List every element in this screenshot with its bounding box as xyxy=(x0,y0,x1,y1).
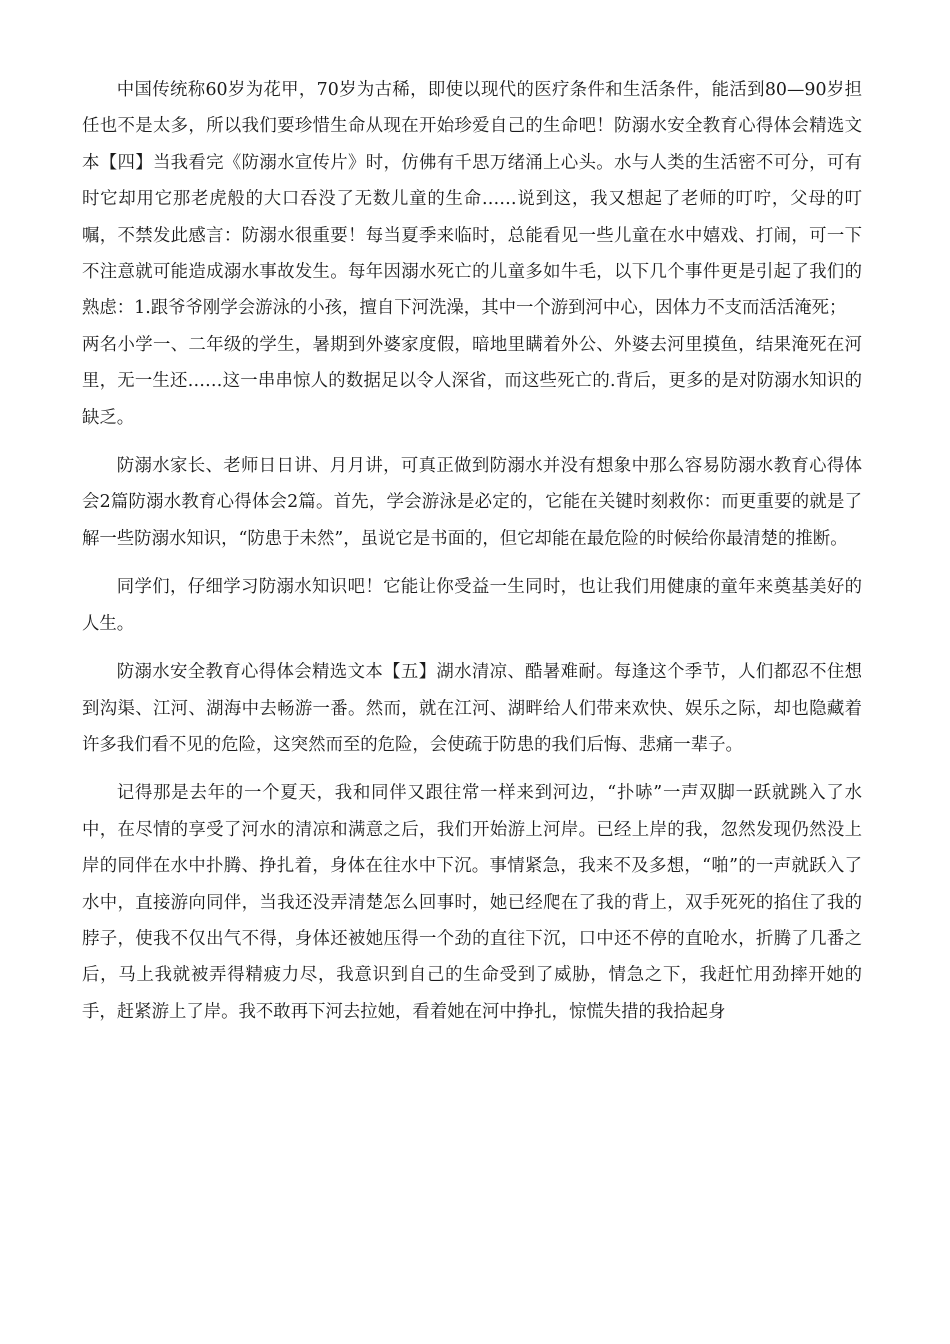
paragraph-4: 同学们，仔细学习防溺水知识吧！它能让你受益一生同时，也让我们用健康的童年来奠基美好的人生。 xyxy=(82,577,862,634)
document-page xyxy=(82,72,862,1030)
paragraph-2: 两名小学一、二年级的学生，暑期到外婆家度假，暗地里瞒着外公、外婆去河里摸鱼，结果淹死在河里，无一生还……这一串串惊人的数据足以令人深省，而这些死亡的.背后，更多的是对防溺水知识的缺乏。 xyxy=(82,334,862,428)
paragraph-1: 中国传统称60岁为花甲，70岁为古稀，即使以现代的医疗条件和生活条件，能活到80—90岁担任也不是太多，所以我们要珍惜生命从现在开始珍爱自己的生命吧！防溺水安全教育心得体会精选文本【四】当我看完《防溺水宣传片》时，仿佛有千思万绪涌上心头。水与人类的生活密不可分，可有时它却用它那老虎般的大口吞没了无数儿童的生命……说到这，我又想起了老师的叮咛，父母的叮嘱，不禁发此感言：防溺水很重要！每当夏季来临时，总能看见一些儿童在水中嬉戏、打闹，可一下不注意就可能造成溺水事故发生。每年因溺水死亡的儿童多如牛毛，以下几个事件更是引起了我们的熟虑：1.跟爷爷刚学会游泳的小孩，擅自下河洗澡，其中一个游到河中心，因体力不支而活活淹死； xyxy=(82,80,862,319)
paragraph-5: 防溺水安全教育心得体会精选文本【五】湖水清凉、酷暑难耐。每逢这个季节，人们都忍不住想到沟渠、江河、湖海中去畅游一番。然而，就在江河、湖畔给人们带来欢快、娱乐之际，却也隐藏着许多我们看不见的危险，这突然而至的危险，会使疏于防患的我们后悔、悲痛一辈子。 xyxy=(82,662,862,755)
paragraph-6: 记得那是去年的一个夏天，我和同伴又跟往常一样来到河边，“扑哧”一声双脚一跃就跳入了水中，在尽情的享受了河水的清凉和满意之后，我们开始游上河岸。已经上岸的我，忽然发现仍然没上岸的同伴在水中扑腾、挣扎着，身体在往水中下沉。事情紧急，我来不及多想，“啪”的一声就跃入了水中，直接游向同伴，当我还没弄清楚怎么回事时，她已经爬在了我的背上，双手死死的掐住了我的脖子，使我不仅出气不得，身体还被她压得一个劲的直往下沉，口中还不停的直呛水，折腾了几番之后，马上我就被弄得精疲力尽，我意识到自己的生命受到了威胁，情急之下，我赶忙用劲摔开她的手，赶紧游上了岸。我不敢再下河去拉她，看着她在河中挣扎，惊慌失措的我拾起身 xyxy=(82,783,862,1022)
paragraph-3: 防溺水家长、老师日日讲、月月讲，可真正做到防溺水并没有想象中那么容易防溺水教育心得体会2篇防溺水教育心得体会2篇。首先，学会游泳是必定的，它能在关键时刻救你：而更重要的就是了解一些防溺水知识，“防患于未然”，虽说它是书面的，但它却能在最危险的时候给你最清楚的推断。 xyxy=(82,456,862,549)
